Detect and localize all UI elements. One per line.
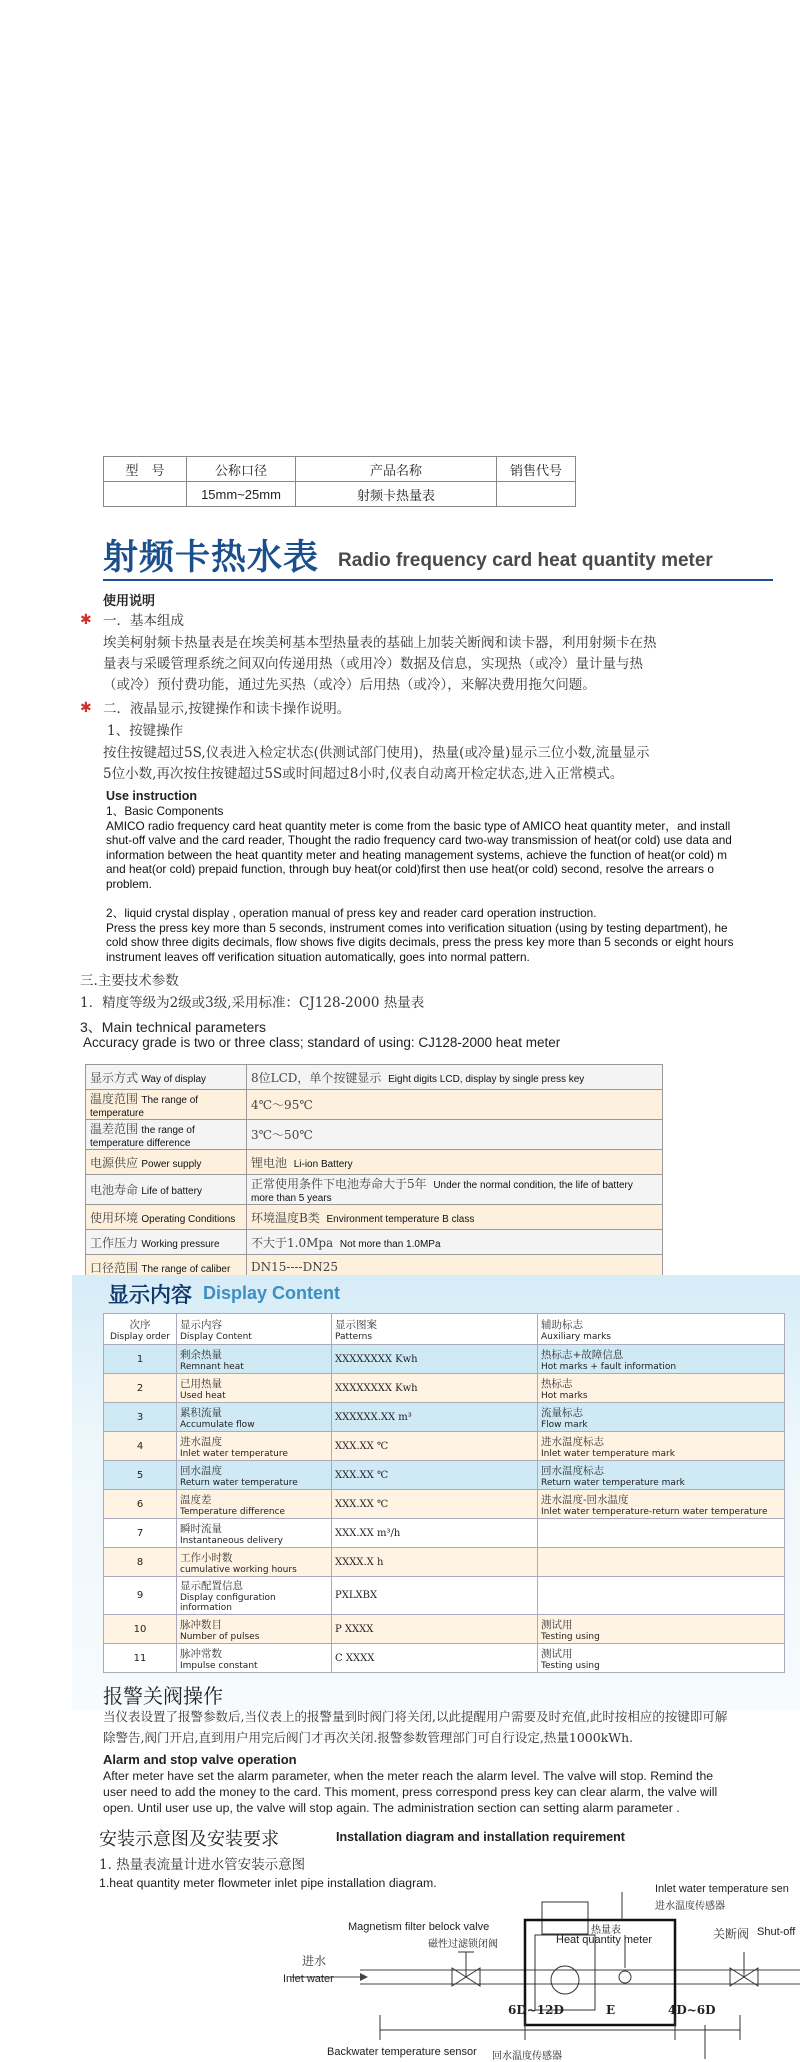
diagram-label: Shut-off: [757, 1926, 796, 1938]
dimension-label: 4D~6D: [668, 2003, 716, 2017]
content-en: Accumulate flow: [180, 1419, 255, 1430]
display-order-cell: 4: [104, 1432, 177, 1461]
param-name-cell: [86, 1120, 247, 1150]
diagram-label: 关断阀: [713, 1927, 750, 1941]
install-sub-cn: 1. 热量表流量计进水管安装示意图: [99, 1857, 306, 1873]
text-line: problem.: [106, 876, 152, 891]
mark-en: Hot marks + fault information: [541, 1361, 677, 1372]
star-icon: ✱: [80, 700, 92, 716]
mark-cn: 测试用: [541, 1647, 573, 1660]
text-line: 除警告,阀门开启,直到用户用完后阀门才再次关闭.报警参数管理部门可自行设定,热量1000kWh.: [103, 1730, 634, 1745]
display-content-cell: [177, 1374, 332, 1403]
model-cell: [497, 482, 576, 507]
param-row: [86, 1065, 663, 1090]
mark-en: Testing using: [541, 1660, 600, 1671]
content-en: Used heat: [180, 1390, 226, 1401]
text-line: 1．精度等级为2级或3级,采用标准：CJ128-2000 热量表: [80, 995, 425, 1011]
display-content-cell: [177, 1461, 332, 1490]
param-name-cn: 电池寿命: [90, 1183, 139, 1197]
param-name-cell: [86, 1150, 247, 1175]
param-name-cn: 工作压力: [90, 1235, 139, 1250]
param-value-cell: [247, 1175, 663, 1205]
text-line: （或冷）预付费功能，通过先买热（或冷）后用热（或冷），来解决费用拖欠问题。: [103, 677, 596, 693]
display-content-cell: [177, 1490, 332, 1519]
display-header-cell: [538, 1314, 785, 1345]
display-header-cell: [104, 1314, 177, 1345]
param-row: [86, 1150, 663, 1175]
mark-en: Inlet water temperature-return water temperature: [541, 1506, 768, 1517]
content-cn: 脉冲数目: [180, 1618, 222, 1631]
display-row: [104, 1519, 785, 1548]
display-pattern-cell: XXX.XX ℃: [332, 1461, 538, 1490]
display-order-cell: 10: [104, 1615, 177, 1644]
heat-meter-icon: [535, 1902, 595, 2010]
param-name-en: Working pressure: [141, 1238, 220, 1250]
param-value-cell: [247, 1230, 663, 1255]
display-row: [104, 1374, 785, 1403]
text-line: After meter have set the alarm parameter, when the meter reach the alarm level. The valve will stop. Remind the: [103, 1769, 714, 1783]
param-row: [86, 1090, 663, 1120]
install-title: 安装示意图及安装要求: [99, 1829, 279, 1850]
mark-en: Flow mark: [541, 1419, 588, 1430]
shutoff-valve-icon: [730, 1952, 758, 1986]
content-cn: 脉冲常数: [180, 1647, 222, 1660]
display-mark-cell: [538, 1432, 785, 1461]
alarm-title: 报警关阀操作: [103, 1684, 223, 1708]
display-row: [104, 1403, 785, 1432]
text-line: 当仪表设置了报警参数后,当仪表上的报警量到时阀门将关闭,以此提醒用户需要及时充值,此时按相应的按键即可解: [103, 1709, 728, 1724]
param-value-cn: 4℃～95℃: [251, 1098, 313, 1112]
param-name-cn: 使用环境: [90, 1210, 139, 1225]
display-order-cell: 6: [104, 1490, 177, 1519]
content-cn: 工作小时数: [180, 1551, 233, 1564]
paragraph-en: [106, 906, 734, 964]
display-content-cell: [177, 1432, 332, 1461]
diagram-label: Backwater temperature sensor: [327, 2046, 477, 2058]
page-title-en: Radio frequency card heat quantity meter: [338, 550, 713, 571]
content-cn: 已用热量: [180, 1377, 222, 1390]
display-row: [104, 1577, 785, 1615]
display-order-cell: 5: [104, 1461, 177, 1490]
param-name-cn: 温差范围: [90, 1122, 139, 1136]
alarm-title-en: Alarm and stop valve operation: [103, 1752, 297, 1767]
text-line: information between the heat quantity meter and heating management systems, achieve the function of heat(or cold) m: [106, 847, 728, 862]
param-value-en: Li-ion Battery: [293, 1158, 353, 1170]
display-content-cell: [177, 1577, 332, 1615]
param-name-en: The range of caliber: [141, 1263, 231, 1275]
param-name-en: Way of display: [141, 1073, 207, 1085]
mark-en: Inlet water temperature mark: [541, 1448, 675, 1459]
mark-cn: 进水温度-回水温度: [541, 1493, 629, 1506]
header-en: Patterns: [335, 1331, 373, 1342]
header-cn: 辅助标志: [541, 1318, 583, 1331]
diagram-label: Inlet water: [283, 1973, 334, 1985]
display-title: 显示内容: [108, 1283, 192, 1307]
content-en: cumulative working hours: [180, 1564, 297, 1575]
param-name-cn: 温度范围: [90, 1092, 139, 1106]
diagram-label: 磁性过滤锁闭阀: [428, 1939, 498, 1950]
mark-cn: 热标志: [541, 1377, 573, 1390]
page-title: 射频卡热水表: [103, 537, 320, 578]
param-name-en: the range of temperature difference: [90, 1125, 195, 1149]
header-en: Display order: [109, 1331, 171, 1342]
display-order-cell: 8: [104, 1548, 177, 1577]
content-en: Number of pulses: [180, 1631, 260, 1642]
display-pattern-cell: XXXXXX.XX m³: [332, 1403, 538, 1432]
usage-heading-cn: 使用说明: [103, 594, 156, 609]
dimension-lines: [380, 2015, 740, 2040]
param-value-cn: 环境温度B类: [251, 1210, 320, 1225]
sub-title: 1、按键操作: [107, 723, 184, 739]
display-pattern-cell: XXXXXXXX Kwh: [332, 1345, 538, 1374]
param-value-cell: [247, 1150, 663, 1175]
display-row: [104, 1432, 785, 1461]
paragraph: [103, 743, 650, 785]
text-line: 1、Basic Components: [106, 804, 224, 818]
dimension-label: 6D~12D: [508, 2003, 564, 2017]
install-title-en: Installation diagram and installation requirement: [336, 1830, 625, 1844]
header-cn: 显示内容: [180, 1318, 222, 1331]
param-value-cn: DN15----DN25: [251, 1260, 338, 1274]
mark-en: Hot marks: [541, 1390, 588, 1401]
display-pattern-cell: XXXXXXXX Kwh: [332, 1374, 538, 1403]
mark-en: Testing using: [541, 1631, 600, 1642]
param-name-cell: [86, 1090, 247, 1120]
display-row: [104, 1345, 785, 1374]
param-row: [86, 1205, 663, 1230]
diagram-label: 进水温度传感器: [655, 1901, 725, 1912]
diagram-label: 热量表: [591, 1925, 621, 1936]
mark-en: Return water temperature mark: [541, 1477, 685, 1488]
mark-cn: 回水温度标志: [541, 1464, 604, 1477]
section-title: 一．基本组成: [103, 613, 184, 629]
paragraph: [103, 633, 657, 696]
display-order-cell: 3: [104, 1403, 177, 1432]
display-mark-cell: [538, 1615, 785, 1644]
param-value-cell: [247, 1205, 663, 1230]
param-value-en: Eight digits LCD, display by single press key: [388, 1073, 585, 1085]
content-cn: 温度差: [180, 1493, 212, 1506]
content-cn: 剩余热量: [180, 1348, 222, 1361]
paragraph-en: [103, 1768, 717, 1816]
param-value-cn: 8位LCD，单个按键显示: [251, 1070, 382, 1085]
param-value-cn: 正常使用条件下电池寿命大于5年: [251, 1177, 427, 1191]
star-icon: ✱: [80, 612, 92, 628]
pipe: [290, 1970, 800, 1984]
section-title-en: 3、Main technical parameters: [80, 1019, 266, 1035]
display-body: [104, 1314, 785, 1673]
content-cn: 显示配置信息: [180, 1580, 243, 1592]
display-mark-cell: [538, 1519, 785, 1548]
header-en: Display Content: [180, 1331, 252, 1342]
filter-valve-icon: [452, 1952, 480, 1986]
display-table: [103, 1313, 785, 1673]
diagram-label: Heat quantity meter: [556, 1934, 652, 1946]
text-line: 按住按键超过5S,仪表进入检定状态(供测试部门使用)，热量(或冷量)显示三位小数,流量显示: [103, 745, 650, 761]
text-line: cold show three digits decimals, flow shows five digits decimals, press the press key more than 5 seconds or eight hours: [106, 935, 734, 949]
section-title: 三.主要技术参数: [80, 973, 179, 989]
mark-cn: 测试用: [541, 1618, 573, 1631]
display-pattern-cell: PXLXBX: [332, 1577, 538, 1615]
param-value-en: Under the normal condition, the life of battery more than 5 years: [251, 1180, 633, 1204]
text-line: 量表与采暖管理系统之间双向传递用热（或用冷）数据及信息，实现热（或冷）量计量与热: [103, 656, 643, 672]
display-row: [104, 1461, 785, 1490]
display-title-en: Display Content: [203, 1283, 341, 1303]
text-line: AMICO radio frequency card heat quantity meter is come from the basic type of AMICO heat quantity meter，and install: [106, 818, 731, 833]
paragraph-en: [106, 804, 732, 891]
display-content-cell: [177, 1345, 332, 1374]
header-cn: 显示图案: [335, 1318, 377, 1331]
diagram-label: Inlet water temperature sen: [655, 1883, 789, 1895]
display-content-cell: [177, 1548, 332, 1577]
content-en: Inlet water temperature: [180, 1448, 288, 1459]
param-value-cn: 3℃～50℃: [251, 1128, 313, 1142]
display-row: [104, 1548, 785, 1577]
title-divider: [103, 579, 773, 581]
header-cn: 次序: [129, 1318, 151, 1331]
param-value-cn: 不大于1.0Mpa: [251, 1235, 334, 1250]
content-cn: 瞬时流量: [180, 1522, 222, 1535]
text-line: 5位小数,再次按住按键超过5S或时间超过8小时,仪表自动离开检定状态,进入正常模式。: [103, 766, 624, 782]
text-line: instrument leaves off verification situation automatically, goes into normal pattern.: [106, 949, 530, 964]
param-name-cn: 显示方式: [90, 1070, 139, 1085]
content-cn: 进水温度: [180, 1435, 222, 1448]
text-line: Accuracy grade is two or three class; standard of using: CJ128-2000 heat meter: [83, 1035, 561, 1050]
param-row: [86, 1175, 663, 1205]
content-en: Display configuration information: [180, 1593, 276, 1613]
display-header-cell: [332, 1314, 538, 1345]
display-order-cell: 11: [104, 1644, 177, 1673]
text-line: shut-off valve and the card reader, Thought the radio frequency card two-way transmission of heat(or cold) use data and: [106, 833, 732, 847]
paragraph: [103, 1706, 727, 1748]
model-header-cell: 型 号: [104, 457, 187, 482]
text-line: Press the press key more than 5 seconds, instrument comes into verification situation (using by testing department), he: [106, 920, 728, 935]
dimension-label: E: [606, 2003, 616, 2017]
install-sub-en: 1.heat quantity meter flowmeter inlet pipe installation diagram.: [99, 1876, 437, 1890]
text-line: 埃美柯射频卡热量表是在埃美柯基本型热量表的基础上加装关断阀和读卡器，利用射频卡在热: [103, 635, 657, 651]
param-value-en: Environment temperature B class: [326, 1213, 475, 1225]
display-mark-cell: [538, 1345, 785, 1374]
model-cell: 15mm~25mm: [187, 482, 296, 507]
param-name-cell: [86, 1065, 247, 1090]
model-cell: 射频卡热量表: [296, 482, 497, 507]
display-pattern-cell: XXX.XX ℃: [332, 1490, 538, 1519]
param-body: [86, 1065, 663, 1280]
display-header-cell: [177, 1314, 332, 1345]
param-value-cell: [247, 1090, 663, 1120]
display-mark-cell: [538, 1548, 785, 1577]
param-row: [86, 1230, 663, 1255]
diagram-label: Magnetism filter belock valve: [348, 1921, 490, 1933]
param-value-cn: 锂电池: [251, 1155, 288, 1170]
model-table-header: [104, 457, 576, 482]
display-pattern-cell: XXX.XX m³/h: [332, 1519, 538, 1548]
usage-heading-en: Use instruction: [106, 789, 197, 803]
display-order-cell: 2: [104, 1374, 177, 1403]
display-order-cell: 7: [104, 1519, 177, 1548]
model-table-row: [104, 482, 576, 507]
display-mark-cell: [538, 1403, 785, 1432]
text-line: 2、liquid crystal display , operation manual of press key and reader card operation instruction.: [106, 906, 597, 920]
content-en: Remnant heat: [180, 1361, 244, 1372]
param-name-en: The range of temperature: [90, 1095, 199, 1119]
display-content-cell: [177, 1615, 332, 1644]
param-row: [86, 1120, 663, 1150]
model-cell: [104, 482, 187, 507]
mark-cn: 进水温度标志: [541, 1435, 604, 1448]
param-name-cn: 电源供应: [90, 1155, 139, 1170]
display-row: [104, 1644, 785, 1673]
model-header-cell: 产品名称: [296, 457, 497, 482]
param-name-en: Power supply: [141, 1158, 202, 1170]
display-content-cell: [177, 1519, 332, 1548]
text-line: and heat(or cold) prepaid function, through buy heat(or cold)first then use heat(or cold) second, resolve the arrears o: [106, 862, 714, 876]
text-line: user need to add the money to the card. This moment, press correspond press key can clear alarm, the valve will: [103, 1785, 718, 1799]
mark-cn: 热标志+故障信息: [541, 1348, 624, 1361]
display-order-cell: 1: [104, 1345, 177, 1374]
display-content-cell: [177, 1644, 332, 1673]
display-mark-cell: [538, 1577, 785, 1615]
content-en: Instantaneous delivery: [180, 1535, 283, 1546]
display-row: [104, 1490, 785, 1519]
param-table: [85, 1064, 663, 1280]
display-mark-cell: [538, 1374, 785, 1403]
content-cn: 累积流量: [180, 1406, 222, 1419]
param-value-en: Not more than 1.0MPa: [339, 1238, 441, 1250]
diagram-label: 回水温度传感器: [492, 2051, 562, 2062]
param-name-cn: 口径范围: [90, 1260, 139, 1275]
display-pattern-cell: P XXXX: [332, 1615, 538, 1644]
model-table: [103, 456, 576, 507]
content-en: Temperature difference: [180, 1506, 286, 1517]
content-en: Impulse constant: [180, 1660, 258, 1671]
display-row: [104, 1615, 785, 1644]
installation-diagram: [270, 1890, 800, 2059]
param-name-cell: [86, 1230, 247, 1255]
model-header-cell: 销售代号: [497, 457, 576, 482]
display-pattern-cell: C XXXX: [332, 1644, 538, 1673]
display-content-cell: [177, 1403, 332, 1432]
mark-cn: 流量标志: [541, 1406, 583, 1419]
diagram-label: 进水: [302, 1954, 327, 1968]
param-name-cell: [86, 1175, 247, 1205]
content-cn: 回水温度: [180, 1464, 222, 1477]
display-pattern-cell: XXX.XX ℃: [332, 1432, 538, 1461]
display-mark-cell: [538, 1644, 785, 1673]
display-mark-cell: [538, 1490, 785, 1519]
header-en: Auxiliary marks: [541, 1331, 611, 1342]
display-mark-cell: [538, 1461, 785, 1490]
content-en: Return water temperature: [180, 1477, 298, 1488]
display-order-cell: 9: [104, 1577, 177, 1615]
param-name-en: Operating Conditions: [141, 1213, 236, 1225]
text-line: open. Until user use up, the valve will stop again. The administration section can setting alarm parameter .: [103, 1801, 680, 1815]
param-value-cell: [247, 1065, 663, 1090]
display-pattern-cell: XXXX.X h: [332, 1548, 538, 1577]
model-header-cell: 公称口径: [187, 457, 296, 482]
display-header-row: [104, 1314, 785, 1345]
param-name-en: Life of battery: [141, 1186, 202, 1197]
param-value-cell: [247, 1120, 663, 1150]
param-name-cell: [86, 1205, 247, 1230]
section-title: 二．液晶显示,按键操作和读卡操作说明。: [103, 701, 351, 717]
